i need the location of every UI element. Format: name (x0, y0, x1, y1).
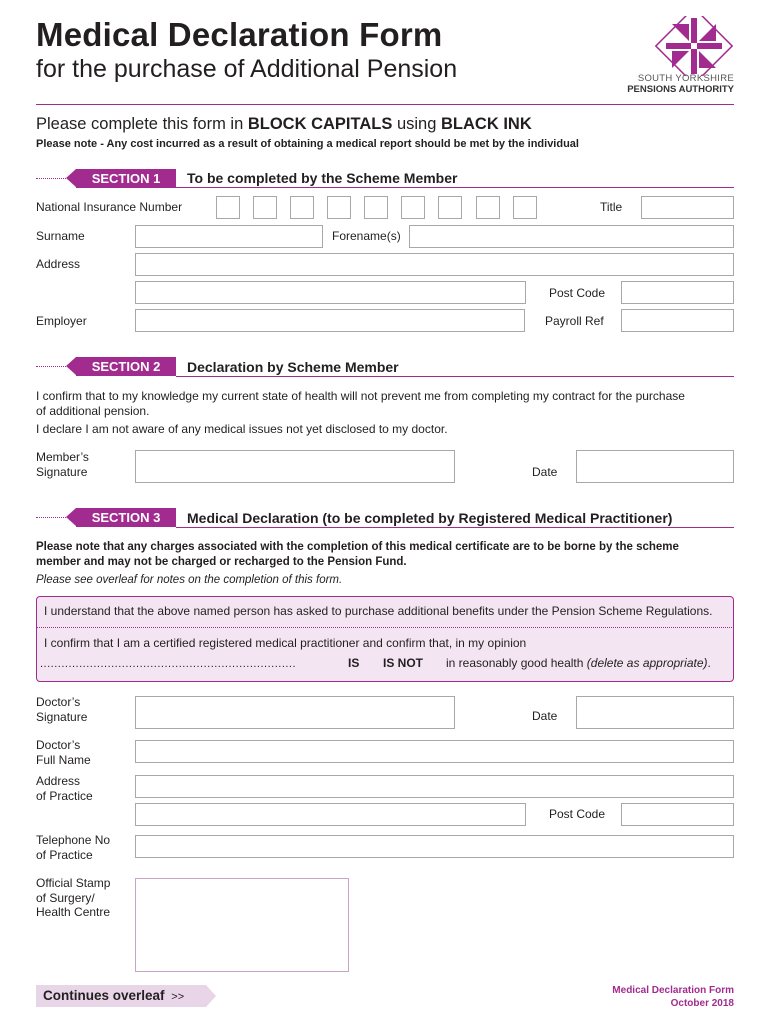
title-label: Title (600, 200, 623, 214)
footer-doc-info (560, 985, 734, 1010)
ni-label: National Insurance Number (36, 200, 183, 214)
address-field-line2[interactable] (135, 281, 526, 304)
doctor-name-label-line1: Doctor’s (36, 738, 81, 752)
practice-telephone-field[interactable] (135, 835, 734, 858)
member-signature-label (36, 450, 89, 479)
ni-digit-1[interactable] (216, 196, 240, 219)
doctor-signature-label (36, 695, 87, 724)
practice-address-label-line2: of Practice (36, 788, 93, 803)
member-signature-label-line2: Signature (36, 464, 88, 479)
instructions-caps: BLOCK CAPITALS (247, 115, 393, 133)
title-field[interactable] (641, 196, 734, 219)
practice-postcode-field[interactable] (621, 803, 734, 826)
postcode-field[interactable] (621, 281, 734, 304)
is-option[interactable]: IS (348, 656, 360, 670)
ni-digit-7[interactable] (438, 196, 462, 219)
health-statement-text: in reasonably good health (446, 656, 587, 670)
page-title: Medical Declaration Form (36, 16, 443, 53)
is-not-option[interactable]: IS NOT (383, 656, 424, 670)
section3-title: Medical Declaration (to be completed by Registered Medical Practitioner) (187, 510, 673, 526)
logo-text-line2: PENSIONS AUTHORITY (627, 84, 734, 95)
payroll-label: Payroll Ref (545, 314, 604, 328)
logo-text-line1: SOUTH YORKSHIRE (637, 73, 734, 84)
doctor-signature-label-line2: Signature (36, 709, 88, 724)
postcode-label: Post Code (549, 286, 606, 300)
forename-label: Forename(s) (332, 229, 401, 243)
stamp-label-line2: of Surgery/ (36, 890, 95, 905)
instructions-ink: BLACK INK (441, 115, 532, 133)
health-statement-italic: (delete as appropriate) (586, 656, 708, 670)
ni-digit-5[interactable] (364, 196, 388, 219)
health-statement-end: . (707, 656, 711, 670)
stamp-label (36, 876, 110, 920)
patient-name-dotted-line[interactable]: ........................................................................ (40, 658, 297, 670)
address-label: Address (36, 257, 81, 271)
section1-tag: SECTION 1 (76, 169, 176, 188)
charges-note: Please note that any charges associated with the completion of this medical certificate are to be borne by the scheme member and may not be charged or recharged to the Pension Fund. (36, 541, 679, 568)
practice-telephone-label-line2: of Practice (36, 847, 93, 862)
section1-rule (176, 187, 734, 188)
stamp-label-line3: Health Centre (36, 905, 111, 919)
ni-digit-4[interactable] (327, 196, 351, 219)
continues-overleaf-link[interactable] (36, 985, 206, 1007)
payroll-field[interactable] (621, 309, 734, 332)
doctor-name-label (36, 738, 91, 767)
ni-digit-3[interactable] (290, 196, 314, 219)
member-signature-field[interactable] (135, 450, 455, 483)
ni-digit-2[interactable] (253, 196, 277, 219)
forename-field[interactable] (409, 225, 734, 248)
practitioner-text2: I confirm that I am a certified registered medical practitioner and confirm that, in my opinion (44, 636, 527, 650)
practitioner-box-divider (36, 627, 734, 628)
practice-telephone-label-line1: Telephone No (36, 833, 111, 847)
footer-doc-name: Medical Declaration Form (612, 985, 734, 996)
member-date-field[interactable] (576, 450, 734, 483)
doctor-date-label: Date (532, 709, 558, 723)
practice-telephone-label (36, 833, 110, 862)
surname-label: Surname (36, 229, 85, 243)
practice-address-field-line2[interactable] (135, 803, 526, 826)
member-signature-label-line1: Member’s (36, 450, 89, 464)
continues-arrows-icon: >> (171, 991, 185, 1003)
instructions-line (36, 115, 532, 134)
stamp-label-line1: Official Stamp (36, 876, 111, 890)
employer-label: Employer (36, 314, 87, 328)
ni-digit-6[interactable] (401, 196, 425, 219)
ni-digit-9[interactable] (513, 196, 537, 219)
section3-tag: SECTION 3 (76, 508, 176, 527)
member-declaration-text2: I declare I am not aware of any medical issues not yet disclosed to my doctor. (36, 422, 448, 436)
official-stamp-box[interactable] (135, 878, 349, 972)
surname-field[interactable] (135, 225, 323, 248)
doctor-signature-label-line1: Doctor’s (36, 695, 81, 709)
doctor-name-label-line2: Full Name (36, 752, 91, 767)
instructions-mid: using (392, 115, 441, 133)
header-divider (36, 104, 734, 105)
pensions-authority-logo-icon (650, 16, 738, 76)
health-statement (446, 656, 711, 671)
address-field-line1[interactable] (135, 253, 734, 276)
employer-field[interactable] (135, 309, 525, 332)
section2-tag: SECTION 2 (76, 357, 176, 376)
section2-title: Declaration by Scheme Member (187, 359, 399, 375)
practice-postcode-label: Post Code (549, 807, 606, 821)
continues-overleaf-label: Continues overleaf (43, 988, 165, 1003)
member-date-label: Date (532, 465, 558, 479)
doctor-signature-field[interactable] (135, 696, 455, 729)
section3-rule (176, 527, 734, 528)
page-subtitle: for the purchase of Additional Pension (36, 55, 458, 83)
ni-digit-8[interactable] (476, 196, 500, 219)
footer-doc-date: October 2018 (670, 997, 734, 1009)
doctor-date-field[interactable] (576, 696, 734, 729)
practitioner-text1: I understand that the above named person has asked to purchase additional benefits under the Pension Scheme Regulations. (44, 604, 713, 618)
doctor-name-field[interactable] (135, 740, 734, 763)
cost-note: Please note - Any cost incurred as a result of obtaining a medical report should be met by the individual (36, 138, 579, 150)
section1-title: To be completed by the Scheme Member (187, 170, 458, 186)
section2-rule (176, 376, 734, 377)
instructions-text: Please complete this form in (36, 115, 248, 133)
practice-address-field-line1[interactable] (135, 775, 734, 798)
practice-address-label-line1: Address (36, 774, 81, 788)
member-declaration-text1: I confirm that to my knowledge my current state of health will not prevent me from completing my contract for the purchase of additional pension. (36, 389, 685, 418)
overleaf-note: Please see overleaf for notes on the completion of this form. (36, 574, 343, 586)
practice-address-label (36, 774, 93, 803)
